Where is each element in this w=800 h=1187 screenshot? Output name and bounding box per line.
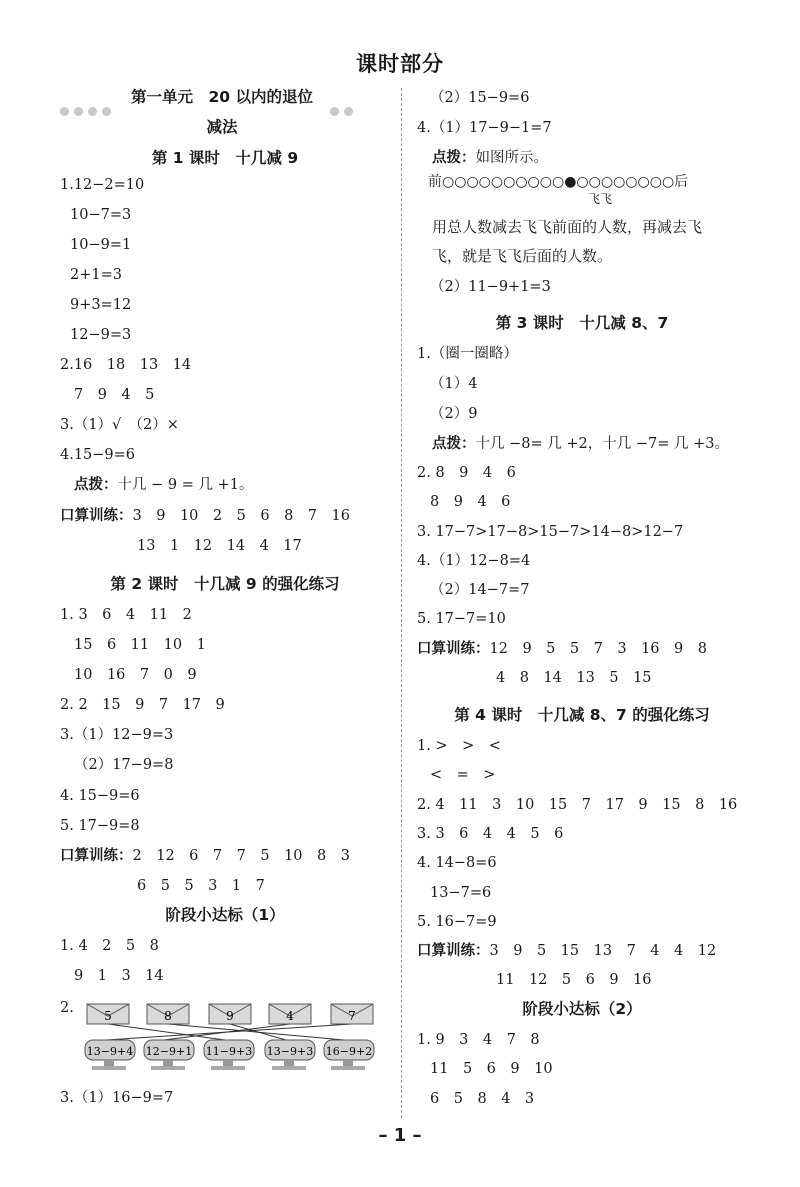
circles-before <box>442 174 564 190</box>
envelope-icon <box>331 1004 373 1024</box>
answer-line: 2+1=3 <box>70 267 122 283</box>
envelope-value: 8 <box>164 1009 172 1023</box>
tip-label: 点拨： <box>74 477 118 493</box>
answer-line: （1）4 <box>430 376 478 392</box>
person-circle-icon: ○ <box>576 174 589 190</box>
person-circle-icon: ○ <box>527 174 540 190</box>
envelope-icon <box>87 1004 129 1024</box>
person-circle-icon: ○ <box>649 174 662 190</box>
answer-line: 3.（1）16−9=7 <box>60 1090 174 1106</box>
person-circle-icon: ○ <box>478 174 491 190</box>
tip-label: 点拨： <box>432 150 476 166</box>
lesson3-heading: 第 3 课时 十几减 8、7 <box>495 314 669 332</box>
answer-line: 4.（1）17−9−1=7 <box>417 120 552 136</box>
tip-text: 如图所示。 <box>475 150 548 166</box>
person-circle-icon: ○ <box>503 174 516 190</box>
envelope-value: 5 <box>104 1009 112 1023</box>
answer-line: 1. 3 6 4 11 2 <box>60 607 192 623</box>
oral-training-row <box>60 846 350 866</box>
answer-line: 3. 17−7>17−8>15−7>14−8>12−7 <box>417 524 684 540</box>
person-circle-icon: ○ <box>539 174 552 190</box>
connection-lines <box>106 1024 352 1040</box>
oral-training-row <box>417 639 707 659</box>
back-label: 后 <box>674 174 689 190</box>
decorative-dots-right <box>330 101 358 111</box>
explanation-line: 用总人数减去飞飞前面的人数，再减去飞 <box>432 218 703 236</box>
answer-line: 10−7=3 <box>70 207 132 223</box>
mailbox-icon <box>204 1040 254 1070</box>
answer-line: （2）17−9=8 <box>74 757 174 773</box>
oral-label: 口算训练： <box>60 508 133 524</box>
mailbox-icon <box>85 1040 135 1070</box>
answer-line: 6 5 8 4 3 <box>430 1091 535 1107</box>
answer-line: 2.16 18 13 14 <box>60 357 192 373</box>
circles-after <box>576 174 674 190</box>
oral-values: 3 9 10 2 5 6 8 7 16 <box>132 508 350 524</box>
envelope-icon <box>269 1004 311 1024</box>
answer-line: 7 9 4 5 <box>74 387 155 403</box>
answer-line: 9+3=12 <box>70 297 132 313</box>
answer-line: 5. 17−9=8 <box>60 818 140 834</box>
mailbox-icon <box>144 1040 194 1070</box>
feifei-circle-icon: ● <box>564 174 577 190</box>
tip-line <box>432 148 548 168</box>
oral-values: 4 8 14 13 5 15 <box>496 670 652 686</box>
answer-line: 10−9=1 <box>70 237 132 253</box>
answer-line: 1.（圈一圈略） <box>417 346 518 362</box>
person-circle-icon: ○ <box>490 174 504 190</box>
envelope-value: 7 <box>348 1009 356 1023</box>
oral-values: 3 9 5 15 13 7 4 4 12 <box>489 943 717 959</box>
page-number: – 1 – <box>378 1125 422 1146</box>
oral-label: 口算训练： <box>417 641 490 657</box>
answer-line: 1. 9 3 4 7 8 <box>417 1032 540 1048</box>
envelope-icon <box>147 1004 189 1024</box>
answer-line: 3.（1）12−9=3 <box>60 727 174 743</box>
tip-line <box>432 434 729 454</box>
person-circle-icon: ○ <box>637 174 650 190</box>
answer-line: 3.（1）√ （2）× <box>60 417 179 433</box>
oral-label: 口算训练： <box>417 943 490 959</box>
decorative-dots-left <box>60 101 116 111</box>
person-circle-icon: ○ <box>515 174 528 190</box>
answer-line: 12−9=3 <box>70 327 132 343</box>
stage1-heading: 阶段小达标（1） <box>165 906 285 924</box>
oral-values: 6 5 5 3 1 7 <box>137 878 265 894</box>
answer-line: 2. 2 15 9 7 17 9 <box>60 697 225 713</box>
answer-line: （2）15−9=6 <box>430 90 530 106</box>
person-circle-icon: ○ <box>600 174 614 190</box>
oral-values: 11 12 5 6 9 16 <box>496 972 652 988</box>
answer-line: 15 6 11 10 1 <box>74 637 206 653</box>
answer-line: 2. 4 11 3 10 15 7 17 9 15 8 16 <box>417 797 738 813</box>
answer-line: 1. 4 2 5 8 <box>60 938 159 954</box>
answer-line: 4. 14−8=6 <box>417 855 497 871</box>
lesson1-heading: 第 1 课时 十几减 9 <box>151 149 299 167</box>
mailbox-label: 11−9+3 <box>205 1045 253 1058</box>
mailbox-icon <box>265 1040 315 1070</box>
answer-line: （2）9 <box>430 406 478 422</box>
mailbox-label: 13−9+4 <box>86 1045 134 1058</box>
answer-line: 8 9 4 6 <box>430 494 511 510</box>
explanation-line: 飞，就是飞飞后面的人数。 <box>432 247 613 265</box>
feifei-label: 飞飞 <box>588 192 613 206</box>
mailbox-label: 13−9+3 <box>266 1045 314 1058</box>
question-2-label: 2. <box>60 1000 74 1016</box>
person-circle-icon: ○ <box>551 174 565 190</box>
answer-line: 1.12−2=10 <box>60 177 145 193</box>
answer-line: 5. 16−7=9 <box>417 914 497 930</box>
answer-line: < = > <box>430 767 496 783</box>
oral-label: 口算训练： <box>60 848 133 864</box>
unit-title: 第一单元 20 以内的退位 <box>131 88 313 106</box>
answer-line: （2）11−9+1=3 <box>430 279 551 295</box>
answer-line: 9 1 3 14 <box>74 968 164 984</box>
unit-title-cont: 减法 <box>206 118 238 136</box>
envelope-mailbox-diagram <box>84 998 384 1076</box>
person-circle-icon: ○ <box>661 174 675 190</box>
front-label: 前 <box>428 174 442 190</box>
person-circle-icon: ○ <box>454 174 467 190</box>
answer-line: 2. 8 9 4 6 <box>417 465 516 481</box>
oral-values: 2 12 6 7 7 5 10 8 3 <box>132 848 350 864</box>
person-circle-icon: ○ <box>442 174 455 190</box>
envelope-icon <box>209 1004 251 1024</box>
mailbox-icon <box>324 1040 374 1070</box>
answer-line: 13−7=6 <box>430 885 492 901</box>
answer-line: 3. 3 6 4 4 5 6 <box>417 826 564 842</box>
oral-values: 13 1 12 14 4 17 <box>137 538 302 554</box>
oral-training-row <box>417 941 716 961</box>
oral-values: 12 9 5 5 7 3 16 9 8 <box>489 641 707 657</box>
person-circle-icon: ○ <box>588 174 601 190</box>
answer-line: 4. 15−9=6 <box>60 788 140 804</box>
lesson4-heading: 第 4 课时 十几减 8、7 的强化练习 <box>454 706 710 724</box>
answer-line: 11 5 6 9 10 <box>430 1061 553 1077</box>
answer-line: 4.（1）12−8=4 <box>417 553 531 569</box>
tip-text: 十几 −8= 几 +2，十几 −7= 几 +3。 <box>475 436 729 452</box>
envelope-value: 9 <box>226 1009 234 1023</box>
column-divider <box>401 88 402 1118</box>
tip-text: 十几 − 9 = 几 +1。 <box>117 477 254 493</box>
person-circle-icon: ○ <box>466 174 479 190</box>
person-circle-icon: ○ <box>625 174 638 190</box>
tip-line <box>74 475 253 495</box>
mailbox-label: 16−9+2 <box>325 1045 373 1058</box>
answer-line: 4.15−9=6 <box>60 447 136 463</box>
page-title: 课时部分 <box>356 52 444 76</box>
mailbox-label: 12−9+1 <box>145 1045 193 1058</box>
lesson2-heading: 第 2 课时 十几减 9 的强化练习 <box>110 575 340 593</box>
person-circle-icon: ○ <box>613 174 626 190</box>
answer-line: 5. 17−7=10 <box>417 611 506 627</box>
envelope-value: 4 <box>286 1009 294 1023</box>
answer-line: 1. > > < <box>417 738 501 754</box>
answer-line: 10 16 7 0 9 <box>74 667 197 683</box>
oral-training-row <box>60 506 350 526</box>
stage2-heading: 阶段小达标（2） <box>522 1000 642 1018</box>
tip-label: 点拨： <box>432 436 476 452</box>
answer-line: （2）14−7=7 <box>430 582 530 598</box>
queue-row <box>428 172 688 192</box>
